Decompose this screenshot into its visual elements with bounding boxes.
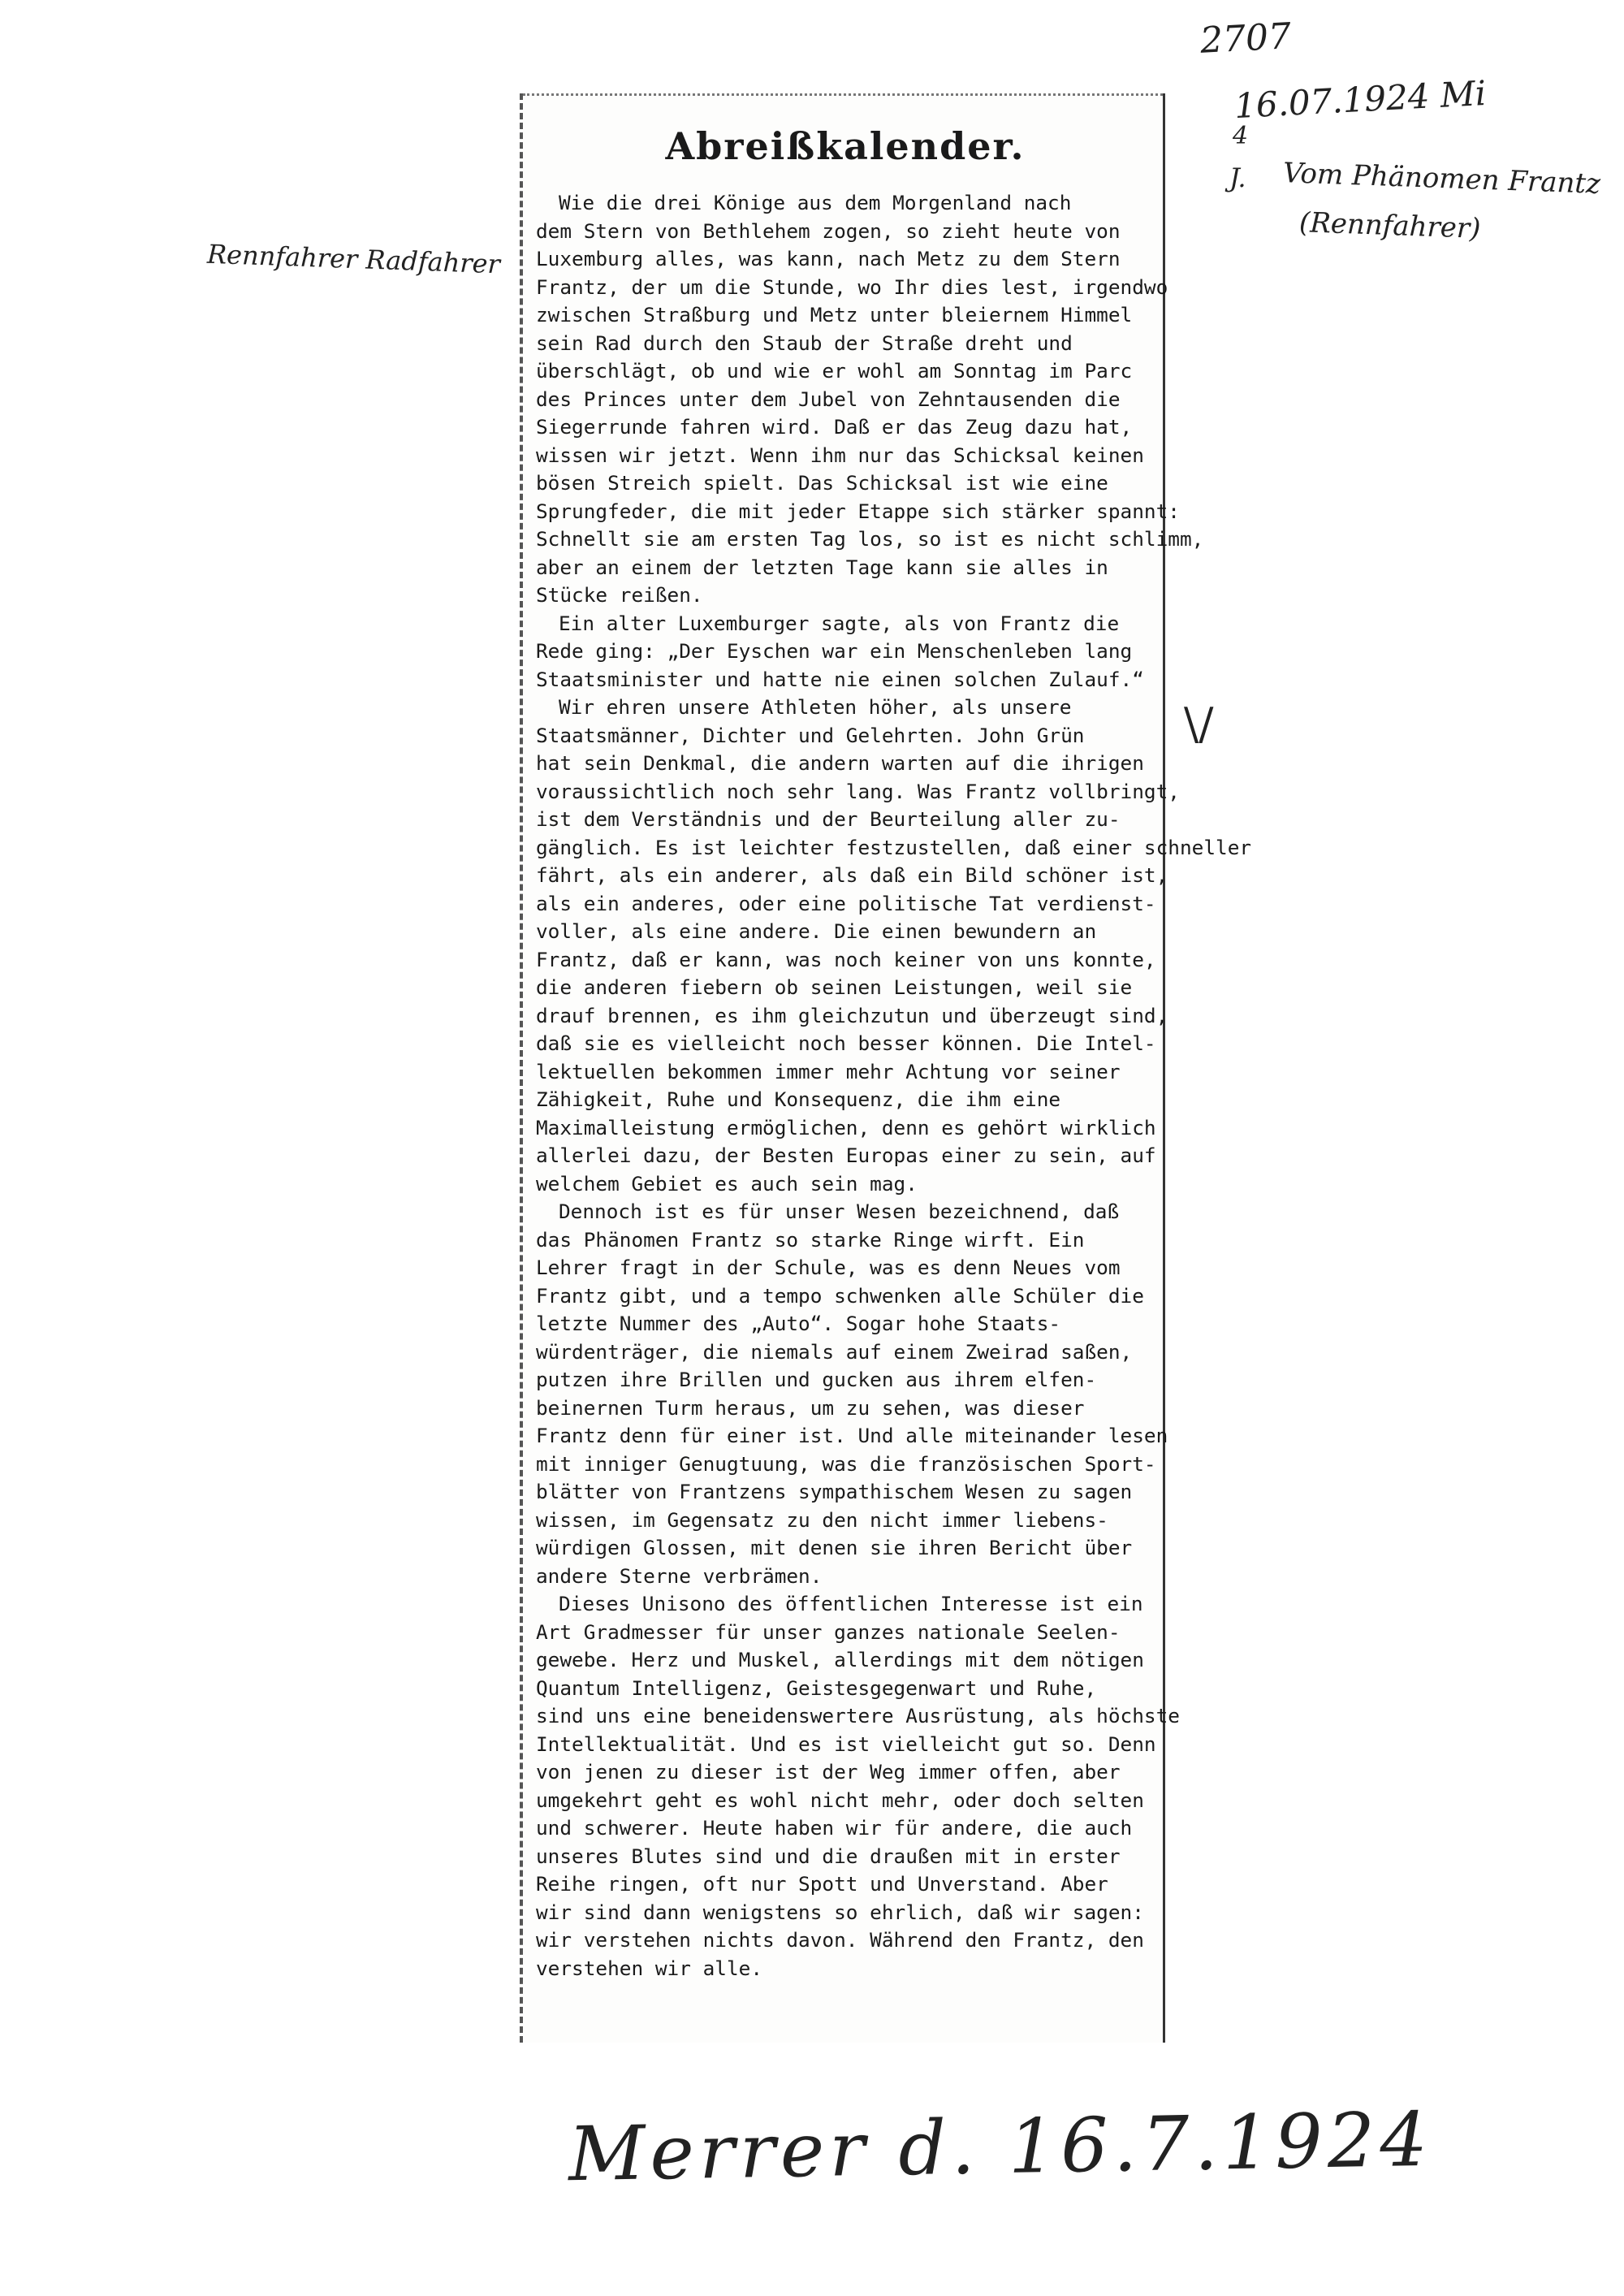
article-line: fährt, als ein anderer, als daß ein Bild schöner ist,	[536, 863, 1168, 887]
article-line: Reihe ringen, oft nur Spott und Unverstand. Aber	[536, 1872, 1108, 1896]
article-line: unseres Blutes sind und die draußen mit in erster	[536, 1844, 1121, 1868]
article-line: und schwerer. Heute haben wir für andere, die auch	[536, 1816, 1133, 1840]
article-line: drauf brennen, es ihm gleichzutun und überzeugt sind,	[536, 1003, 1168, 1027]
article-line: allerlei dazu, der Besten Europas einer zu sein, auf	[536, 1144, 1156, 1167]
subject-annotation-sub: (Rennfahrer)	[1298, 206, 1482, 245]
article-line: voller, als eine andere. Die einen bewundern an	[536, 919, 1097, 943]
article-line: beinernen Turm heraus, um zu sehen, was dieser	[536, 1395, 1085, 1420]
article-paragraph	[536, 610, 1155, 694]
article-line: putzen ihre Brillen und gucken aus ihrem elfen-	[536, 1368, 1097, 1391]
article-paragraph	[536, 694, 1252, 1198]
article-line: Staatsminister und hatte nie einen solchen Zulauf.“	[536, 667, 1144, 691]
article-line: zwischen Straßburg und Metz unter bleiernem Himmel	[536, 303, 1133, 326]
article-line: Intellektualität. Und es ist vielleicht gut so. Denn	[536, 1732, 1156, 1756]
article-line: die anderen fiebern ob seinen Leistungen, weil sie	[536, 975, 1133, 999]
article-line: dem Stern von Bethlehem zogen, so zieht heute von	[536, 218, 1121, 243]
article-line: wir verstehen nichts davon. Während den Frantz, den	[536, 1928, 1144, 1952]
article-line: als ein anderes, oder eine politische Tat verdienst-	[536, 891, 1156, 915]
article-line: wissen wir jetzt. Wenn ihm nur das Schicksal keinen	[536, 443, 1144, 467]
article-title: Abreißkalender.	[665, 124, 1026, 168]
article-line: Quantum Intelligenz, Geistesgegenwart und Ruhe,	[536, 1676, 1097, 1700]
article-line: Siegerrunde fahren wird. Daß er das Zeug dazu hat,	[536, 415, 1133, 439]
article-line: Stücke reißen.	[536, 583, 703, 607]
article-line: Staatsmänner, Dichter und Gelehrten. John Grün	[536, 723, 1085, 747]
article-line: Rede ging: „Der Eyschen war ein Menschenleben lang	[536, 639, 1133, 663]
archive-number: 2707	[1199, 15, 1293, 62]
article-body	[536, 189, 1252, 1983]
article-line: das Phänomen Frantz so starke Ringe wirft. Ein	[536, 1227, 1085, 1252]
article-line: Ein alter Luxemburger sagte, als von Frantz die	[559, 611, 1120, 635]
article-line: daß sie es vielleicht noch besser können. Die Intel-	[536, 1031, 1156, 1055]
article-line: umgekehrt geht es wohl nicht mehr, oder doch selten	[536, 1788, 1144, 1812]
article-line: verstehen wir alle.	[536, 1956, 763, 1980]
article-line: Dennoch ist es für unser Wesen bezeichnend, daß	[559, 1200, 1120, 1223]
margin-check-mark: \/	[1184, 698, 1214, 750]
article-line: lektuellen bekommen immer mehr Achtung vor seiner	[536, 1059, 1121, 1083]
subject-annotation: Vom Phänomen Frantz	[1282, 157, 1601, 201]
margin-note: Rennfahrer Radfahrer	[206, 238, 501, 280]
date-annotation: 16.07.1924 Mi	[1233, 72, 1488, 127]
article-line: sein Rad durch den Staub der Straße dreht und	[536, 331, 1073, 355]
article-paragraph	[536, 1198, 1168, 1590]
article-line: mit inniger Genugtuung, was die französischen Sport-	[536, 1451, 1156, 1476]
article-paragraph	[536, 1590, 1180, 1983]
article-line: Lehrer fragt in der Schule, was es denn Neues vom	[536, 1256, 1121, 1279]
article-line: sind uns eine beneidenswertere Ausrüstung, als höchste	[536, 1704, 1180, 1727]
source-annotation: Merrer d. 16.7.1924	[568, 2095, 1433, 2199]
article-line: Zähigkeit, Ruhe und Konsequenz, die ihm eine	[536, 1087, 1061, 1111]
article-line: würdenträger, die niemals auf einem Zweirad saßen,	[536, 1339, 1133, 1364]
article-line: des Princes unter dem Jubel von Zehntausenden die	[536, 387, 1121, 411]
article-line: Schnellt sie am ersten Tag los, so ist es nicht schlimm,	[536, 527, 1204, 551]
article-line: ist dem Verständnis und der Beurteilung aller zu-	[536, 807, 1121, 831]
article-line: von jenen zu dieser ist der Weg immer offen, aber	[536, 1760, 1121, 1784]
article-paragraph	[536, 189, 1204, 610]
article-line: wir sind dann wenigstens so ehrlich, daß wir sagen:	[536, 1900, 1144, 1924]
article-line: Sprungfeder, die mit jeder Etappe sich stärker spannt:	[536, 499, 1180, 523]
article-line: Maximalleistung ermöglichen, denn es gehört wirklich	[536, 1115, 1156, 1139]
article-line: hat sein Denkmal, die andern warten auf die ihrigen	[536, 751, 1144, 775]
article-line: gänglich. Es ist leichter festzustellen, daß einer schneller	[536, 835, 1252, 859]
article-line: wissen, im Gegensatz zu den nicht immer liebens-	[536, 1507, 1108, 1532]
article-line: Frantz, der um die Stunde, wo Ihr dies lest, irgendwo	[536, 275, 1168, 299]
article-line: überschlägt, ob und wie er wohl am Sonntag im Parc	[536, 359, 1133, 383]
article-line: Dieses Unisono des öffentlichen Interesse ist ein	[559, 1592, 1143, 1615]
article-line: Wie die drei Könige aus dem Morgenland nach	[559, 191, 1072, 214]
article-line: Frantz gibt, und a tempo schwenken alle Schüler die	[536, 1283, 1144, 1308]
article-line: würdigen Glossen, mit denen sie ihren Bericht über	[536, 1536, 1133, 1559]
article-line: aber an einem der letzten Tage kann sie alles in	[536, 555, 1108, 579]
newspaper-clipping	[520, 93, 1252, 2043]
article-line: blätter von Frantzens sympathischem Wesen zu sagen	[536, 1480, 1133, 1503]
article-line: welchem Gebiet es auch sein mag.	[536, 1171, 918, 1196]
clipping-edge	[523, 93, 1163, 101]
reference-letter: J.	[1229, 162, 1246, 193]
article-line: letzte Nummer des „Auto“. Sogar hohe Staats-	[536, 1312, 1061, 1335]
reference-number: 4	[1233, 122, 1249, 150]
article-line: gewebe. Herz und Muskel, allerdings mit dem nötigen	[536, 1648, 1144, 1671]
article-line: bösen Streich spielt. Das Schicksal ist wie eine	[536, 471, 1108, 495]
article-line: voraussichtlich noch sehr lang. Was Frantz vollbringt,	[536, 779, 1180, 803]
article-line: Frantz, daß er kann, was noch keiner von uns konnte,	[536, 947, 1156, 971]
article-line: Luxemburg alles, was kann, nach Metz zu dem Stern	[536, 247, 1121, 270]
article-line: Wir ehren unsere Athleten höher, als unsere	[559, 695, 1072, 719]
article-line: andere Sterne verbrämen.	[536, 1563, 823, 1588]
article-line: Art Gradmesser für unser ganzes nationale Seelen-	[536, 1619, 1121, 1644]
article-line: Frantz denn für einer ist. Und alle miteinander lesen	[536, 1424, 1168, 1447]
